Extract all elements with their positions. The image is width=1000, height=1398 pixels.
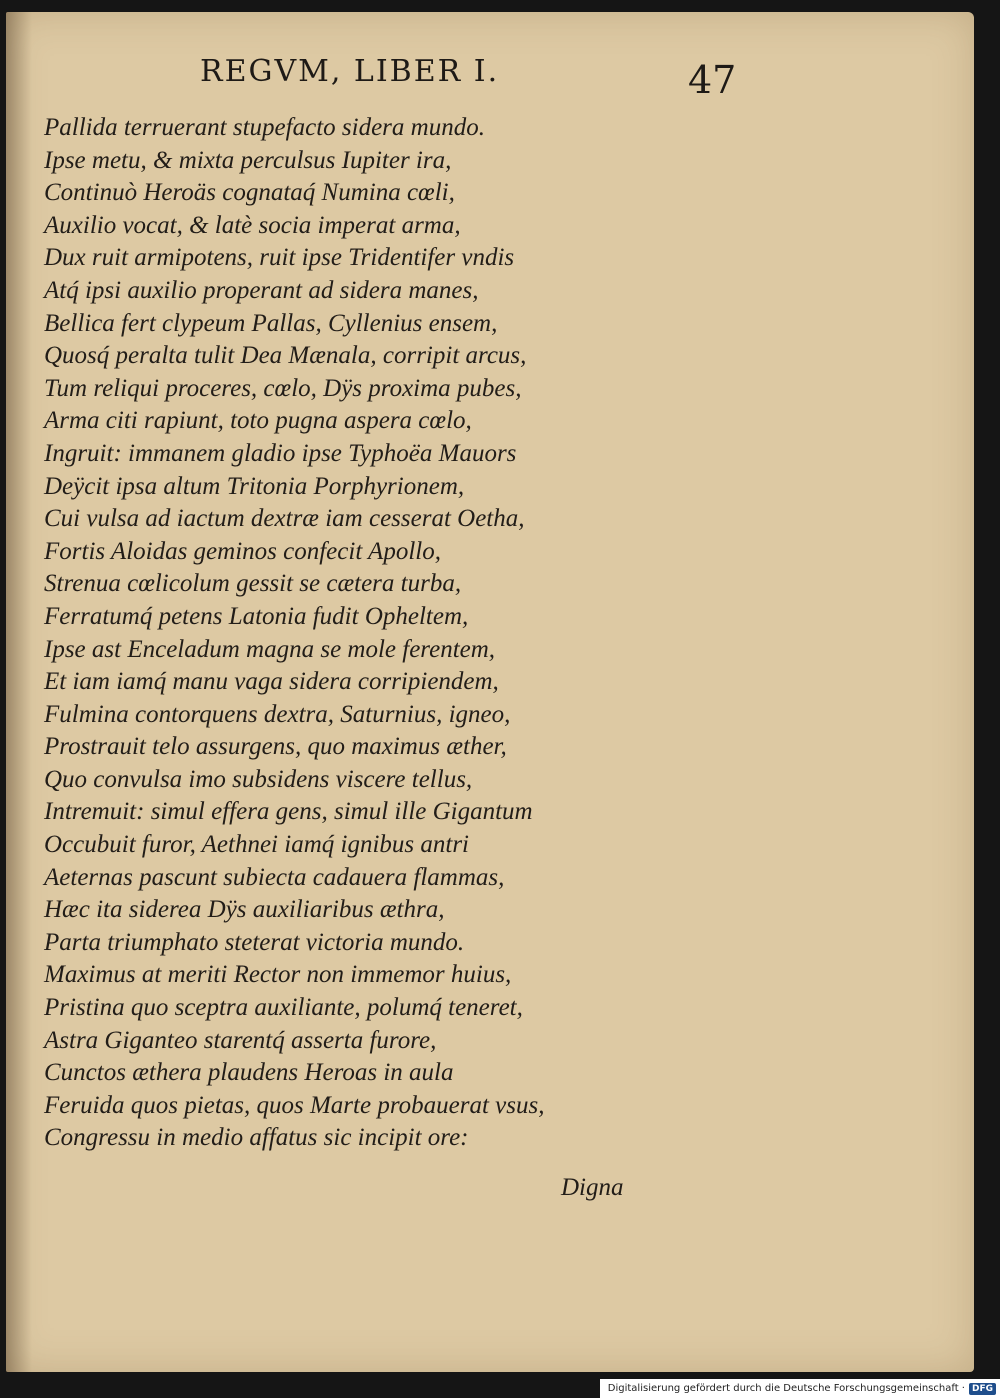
verse-line: Aeternas pascunt subiecta cadauera flammas, (44, 863, 505, 891)
verse-line: Cunctos æthera plaudens Heroas in aula (44, 1059, 454, 1087)
verse-line: Prostrauit telo assurgens, quo maximus æther, (44, 733, 507, 761)
page-gutter-shadow (6, 12, 32, 1372)
verse-line: Tum reliqui proceres, cœlo, Dÿs proxima pubes, (44, 374, 522, 402)
verse-line: Deÿcit ipsa altum Tritonia Porphyrionem, (44, 472, 465, 500)
verse-line: Et iam iamq́ manu vaga sidera corripiendem, (44, 668, 499, 696)
verse-line: Fortis Aloidas geminos confecit Apollo, (44, 537, 441, 565)
verse-line: Pallida terruerant stupefacto sidera mundo. (44, 114, 485, 141)
verse-line: Astra Giganteo starentq́ asserta furore, (44, 1026, 437, 1054)
funding-credit-text: Digitalisierung gefördert durch die Deutsche Forschungsgemeinschaft · (607, 1383, 965, 1394)
verse-line: Intremuit: simul effera gens, simul ille Gigantum (44, 798, 533, 826)
verse-line: Quo convulsa imo subsidens viscere tellus, (44, 765, 473, 793)
verse-line: Dux ruit armipotens, ruit ipse Tridentifer vndis (44, 244, 515, 272)
verse-line: Fulmina contorquens dextra, Saturnius, igneo, (44, 700, 511, 728)
verse-line: Congressu in medio affatus sic incipit ore: (44, 1124, 469, 1152)
digitization-credit-bar (600, 1379, 1000, 1398)
verse-line: Arma citi rapiunt, toto pugna aspera cœlo, (44, 407, 472, 435)
verse-line: Pristina quo sceptra auxiliante, polumq́ teneret, (44, 994, 523, 1022)
verse-line: Ingruit: immanem gladio ipse Typhoëa Mauors (44, 439, 517, 467)
verse-line: Strenua cœlicolum gessit se cætera turba, (44, 570, 462, 598)
catchword: Digna (561, 1174, 624, 1201)
verse-line: Bellica fert clypeum Pallas, Cyllenius ensem, (44, 309, 498, 337)
verse-line: Ferratumq́ petens Latonia fudit Opheltem, (44, 602, 469, 630)
verse-line: Quosq́ peralta tulit Dea Mænala, corripit arcus, (44, 342, 527, 370)
verse-line: Feruida quos pietas, quos Marte probauerat vsus, (44, 1091, 545, 1119)
verse-line: Ipse ast Enceladum magna se mole ferentem, (44, 635, 496, 663)
book-page (6, 12, 974, 1372)
page-number: 47 (688, 58, 737, 102)
dfg-logo-icon: DFG (969, 1383, 996, 1395)
verse-line: Maximus at meriti Rector non immemor huius, (44, 961, 512, 989)
verse-line: Atq́ ipsi auxilio properant ad sidera manes, (44, 276, 479, 304)
verse-line: Parta triumphato steterat victoria mundo. (44, 928, 465, 956)
verse-line: Ipse metu, & mixta perculsus Iupiter ira, (44, 146, 452, 174)
verse-line: Auxilio vocat, & latè socia imperat arma, (44, 211, 461, 239)
verse-text-block (44, 112, 544, 1155)
verse-line: Cui vulsa ad iactum dextræ iam cesserat Oetha, (44, 505, 525, 533)
running-title: REGVM, LIBER I. (200, 54, 500, 89)
verse-line: Occubuit furor, Aethnei iamq́ ignibus antri (44, 831, 469, 859)
verse-line: Continuò Heroäs cognataq́ Numina cœli, (44, 179, 455, 207)
verse-line: Hæc ita siderea Dÿs auxiliaribus æthra, (44, 896, 445, 924)
